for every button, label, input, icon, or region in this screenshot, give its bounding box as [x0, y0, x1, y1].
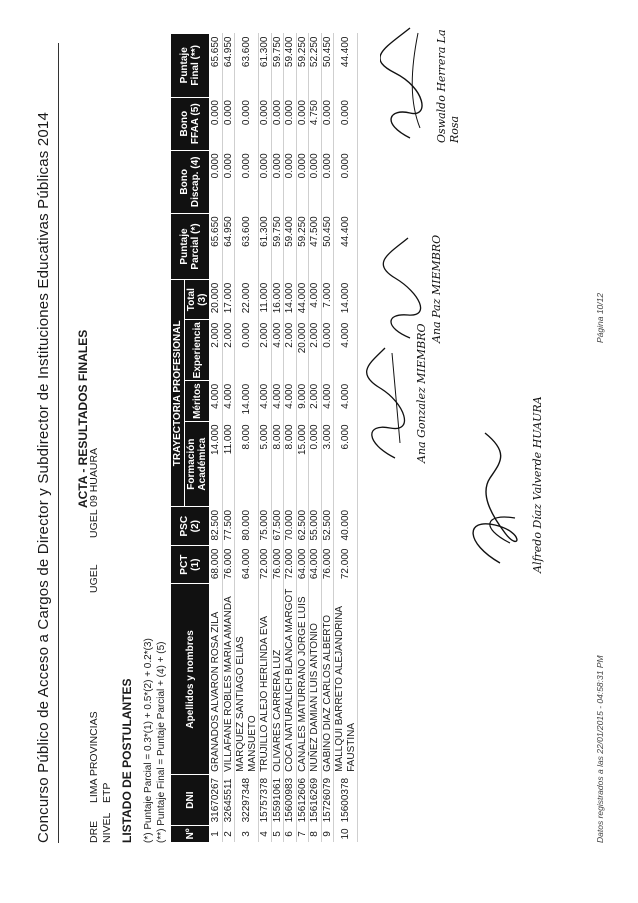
cell-mer: 2.000 [309, 381, 322, 422]
cell-dni: 15591061 [271, 775, 284, 826]
cell-disc: 0.000 [210, 150, 223, 213]
cell-fin: 63.600 [235, 34, 259, 98]
header-discap: Bono Discap. (4) [171, 150, 210, 213]
signature-4 [380, 0, 461, 143]
cell-disc: 0.000 [271, 150, 284, 213]
cell-exp: 0.000 [235, 320, 259, 381]
cell-disc: 0.000 [222, 150, 235, 213]
cell-pct: 76.000 [271, 546, 284, 584]
cell-mer: 9.000 [296, 381, 309, 422]
signature-2-caption: Ana Gonzalez MIEMBRO [415, 323, 428, 463]
cell-psc: 40.000 [334, 507, 358, 546]
dre-label: DRE [88, 820, 100, 843]
cell-nombre: GABINO DIAZ CARLOS ALBERTO [321, 584, 334, 775]
cell-parc: 59.400 [284, 213, 297, 279]
cell-fin: 50.450 [321, 34, 334, 98]
cell-psc: 52.500 [321, 507, 334, 546]
listado-heading: LISTADO DE POSTULANTES [120, 678, 134, 843]
signature-3-caption: Ana Paz MIEMBRO [430, 234, 443, 343]
cell-tot: 14.000 [334, 280, 358, 320]
cell-n: 5 [271, 825, 284, 842]
footer-timestamp: Datos registrados a las 22/01/2015 - 04:58:31 PM [595, 655, 605, 843]
signature-1-stroke [460, 423, 530, 573]
header-total: Total (3) [185, 280, 210, 320]
cell-form: 3.000 [321, 421, 334, 506]
header-parcial: Puntaje Parcial (*) [171, 213, 210, 279]
cell-n: 1 [210, 825, 223, 842]
cell-exp: 20.000 [296, 320, 309, 381]
acta-heading: ACTA - RESULTADOS FINALES [76, 329, 90, 508]
cell-tot: 16.000 [271, 280, 284, 320]
signature-3 [380, 233, 443, 343]
cell-pct: 72.000 [284, 546, 297, 584]
cell-dni: 15600378 [334, 775, 358, 826]
cell-fin: 44.400 [334, 34, 358, 98]
cell-form: 15.000 [296, 421, 309, 506]
cell-nombre: MARQUEZ SANTIAGO ELIAS MANSUETO [235, 584, 259, 775]
cell-disc: 0.000 [259, 150, 272, 213]
cell-n: 2 [222, 825, 235, 842]
cell-exp: 4.000 [334, 320, 358, 381]
dre-value: LIMA PROVINCIAS [88, 711, 100, 803]
cell-tot: 7.000 [321, 280, 334, 320]
cell-exp: 2.000 [259, 320, 272, 381]
cell-fin: 52.250 [309, 34, 322, 98]
cell-dni: 15757378 [259, 775, 272, 826]
table-row [309, 34, 322, 843]
cell-ffaa: 0.000 [259, 97, 272, 150]
cell-form: 8.000 [271, 421, 284, 506]
cell-n: 3 [235, 825, 259, 842]
ugel-label: UGEL [88, 564, 100, 593]
cell-ffaa: 0.000 [210, 97, 223, 150]
cell-dni: 31670267 [210, 775, 223, 826]
signature-4-stroke [380, 23, 430, 143]
cell-ffaa: 0.000 [235, 97, 259, 150]
cell-form: 14.000 [210, 421, 223, 506]
cell-psc: 82.500 [210, 507, 223, 546]
cell-exp: 4.000 [271, 320, 284, 381]
cell-fin: 59.400 [284, 34, 297, 98]
cell-tot: 22.000 [235, 280, 259, 320]
cell-n: 9 [321, 825, 334, 842]
header-dni: DNI [171, 775, 210, 826]
cell-nombre: VILLAFANE ROBLES MARIA AMANDA [222, 584, 235, 775]
cell-parc: 64.950 [222, 213, 235, 279]
cell-tot: 17.000 [222, 280, 235, 320]
document-title: Concurso Público de Acceso a Cargos de Director y Subdirector de Instituciones Educativas Públicas 2014 [35, 112, 52, 843]
results-table [170, 33, 358, 843]
cell-pct: 68.000 [210, 546, 223, 584]
nivel-value: ETP [101, 782, 113, 803]
cell-parc: 63.600 [235, 213, 259, 279]
cell-exp: 0.000 [321, 320, 334, 381]
cell-ffaa: 0.000 [222, 97, 235, 150]
cell-form: 8.000 [284, 421, 297, 506]
cell-psc: 75.000 [259, 507, 272, 546]
formula-parcial: (*) Puntaje Parcial = 0.3*(1) + 0.5*(2) + 0.2*(3) [143, 638, 154, 843]
cell-parc: 61.300 [259, 213, 272, 279]
header-final: Puntaje Final (**) [171, 34, 210, 98]
cell-pct: 72.000 [259, 546, 272, 584]
cell-pct: 64.000 [309, 546, 322, 584]
cell-pct: 64.000 [296, 546, 309, 584]
title-divider [58, 43, 59, 843]
cell-ffaa: 4.750 [309, 97, 322, 150]
cell-mer: 4.000 [271, 381, 284, 422]
page-number: Página 10/12 [595, 292, 605, 343]
cell-parc: 44.400 [334, 213, 358, 279]
cell-nombre: NUÑEZ DAMIAN LUIS ANTONIO [309, 584, 322, 775]
cell-psc: 62.500 [296, 507, 309, 546]
header-psc: PSC (2) [171, 507, 210, 546]
cell-mer: 4.000 [222, 381, 235, 422]
cell-fin: 61.300 [259, 34, 272, 98]
table-row [235, 34, 259, 843]
cell-dni: 32645511 [222, 775, 235, 826]
cell-parc: 59.750 [271, 213, 284, 279]
signature-1 [460, 396, 544, 573]
header-meritos: Méritos [185, 381, 210, 422]
cell-parc: 47.500 [309, 213, 322, 279]
cell-mer: 4.000 [210, 381, 223, 422]
cell-tot: 44.000 [296, 280, 309, 320]
cell-n: 6 [284, 825, 297, 842]
cell-n: 4 [259, 825, 272, 842]
cell-disc: 0.000 [296, 150, 309, 213]
header-formacion: Formación Académica [185, 421, 210, 506]
cell-ffaa: 0.000 [334, 97, 358, 150]
header-trayectoria: TRAYECTORIA PROFESIONAL [171, 280, 185, 507]
cell-pct: 76.000 [321, 546, 334, 584]
cell-nombre: GRANADOS ALVARON ROSA ZILA [210, 584, 223, 775]
cell-fin: 64.950 [222, 34, 235, 98]
cell-dni: 15600983 [284, 775, 297, 826]
cell-form: 5.000 [259, 421, 272, 506]
cell-tot: 14.000 [284, 280, 297, 320]
header-experiencia: Experiencia [185, 320, 210, 381]
cell-form: 11.000 [222, 421, 235, 506]
cell-fin: 59.250 [296, 34, 309, 98]
cell-disc: 0.000 [284, 150, 297, 213]
cell-form: 0.000 [309, 421, 322, 506]
cell-psc: 70.000 [284, 507, 297, 546]
cell-disc: 0.000 [334, 150, 358, 213]
cell-tot: 4.000 [309, 280, 322, 320]
table-row [321, 34, 334, 843]
cell-exp: 2.000 [284, 320, 297, 381]
table-row [296, 34, 309, 843]
cell-exp: 2.000 [222, 320, 235, 381]
cell-disc: 0.000 [235, 150, 259, 213]
cell-form: 8.000 [235, 421, 259, 506]
table-row [284, 34, 297, 843]
formula-final: (**) Puntaje Final = Puntaje Parcial + (4) + (5) [156, 641, 167, 843]
table-row [259, 34, 272, 843]
cell-nombre: OLIVARES CARRERA LUZ [271, 584, 284, 775]
cell-exp: 2.000 [309, 320, 322, 381]
cell-fin: 59.750 [271, 34, 284, 98]
signature-1-caption: Alfredo Díaz Valverde HUAURA [531, 396, 544, 573]
cell-mer: 4.000 [259, 381, 272, 422]
cell-nombre: COCA NATURALICH BLANCA MARGOT [284, 584, 297, 775]
cell-pct: 72.000 [334, 546, 358, 584]
cell-dni: 32297348 [235, 775, 259, 826]
header-n: Nº [171, 825, 210, 842]
cell-ffaa: 0.000 [296, 97, 309, 150]
cell-mer: 4.000 [284, 381, 297, 422]
signature-2 [360, 323, 428, 463]
cell-pct: 76.000 [222, 546, 235, 584]
cell-form: 6.000 [334, 421, 358, 506]
nivel-label: NIVEL [101, 812, 113, 843]
cell-pct: 64.000 [235, 546, 259, 584]
table-row [271, 34, 284, 843]
cell-parc: 50.450 [321, 213, 334, 279]
table-row [334, 34, 358, 843]
cell-ffaa: 0.000 [284, 97, 297, 150]
cell-mer: 14.000 [235, 381, 259, 422]
header-ffaa: Bono FFAA (5) [171, 97, 210, 150]
cell-dni: 15612606 [296, 775, 309, 826]
signature-4-caption: Oswaldo Herrera La Rosa [435, 29, 461, 143]
header-pct: PCT (1) [171, 546, 210, 584]
cell-parc: 59.250 [296, 213, 309, 279]
cell-psc: 55.000 [309, 507, 322, 546]
cell-parc: 65.650 [210, 213, 223, 279]
cell-exp: 2.000 [210, 320, 223, 381]
cell-nombre: MALLQUI BARRETO ALEJANDRINA FAUSTINA [334, 584, 358, 775]
cell-psc: 77.500 [222, 507, 235, 546]
cell-ffaa: 0.000 [271, 97, 284, 150]
cell-mer: 4.000 [334, 381, 358, 422]
cell-n: 10 [334, 825, 358, 842]
cell-dni: 15726079 [321, 775, 334, 826]
cell-ffaa: 0.000 [321, 97, 334, 150]
cell-tot: 20.000 [210, 280, 223, 320]
table-row [210, 34, 223, 843]
cell-disc: 0.000 [321, 150, 334, 213]
table-row [222, 34, 235, 843]
cell-psc: 67.500 [271, 507, 284, 546]
cell-nombre: TRUJILLO ALEJO HERLINDA EVA [259, 584, 272, 775]
header-nombres: Apellidos y nombres [171, 584, 210, 775]
cell-tot: 11.000 [259, 280, 272, 320]
ugel-value: UGEL 09 HUAURA [88, 447, 100, 538]
cell-nombre: CANALES MATURRANO JORGE LUIS [296, 584, 309, 775]
cell-n: 7 [296, 825, 309, 842]
cell-mer: 4.000 [321, 381, 334, 422]
cell-n: 8 [309, 825, 322, 842]
cell-fin: 65.650 [210, 34, 223, 98]
cell-psc: 80.000 [235, 507, 259, 546]
signature-2-stroke [360, 343, 410, 463]
signature-3-stroke [380, 233, 425, 343]
cell-disc: 0.000 [309, 150, 322, 213]
cell-dni: 15616269 [309, 775, 322, 826]
